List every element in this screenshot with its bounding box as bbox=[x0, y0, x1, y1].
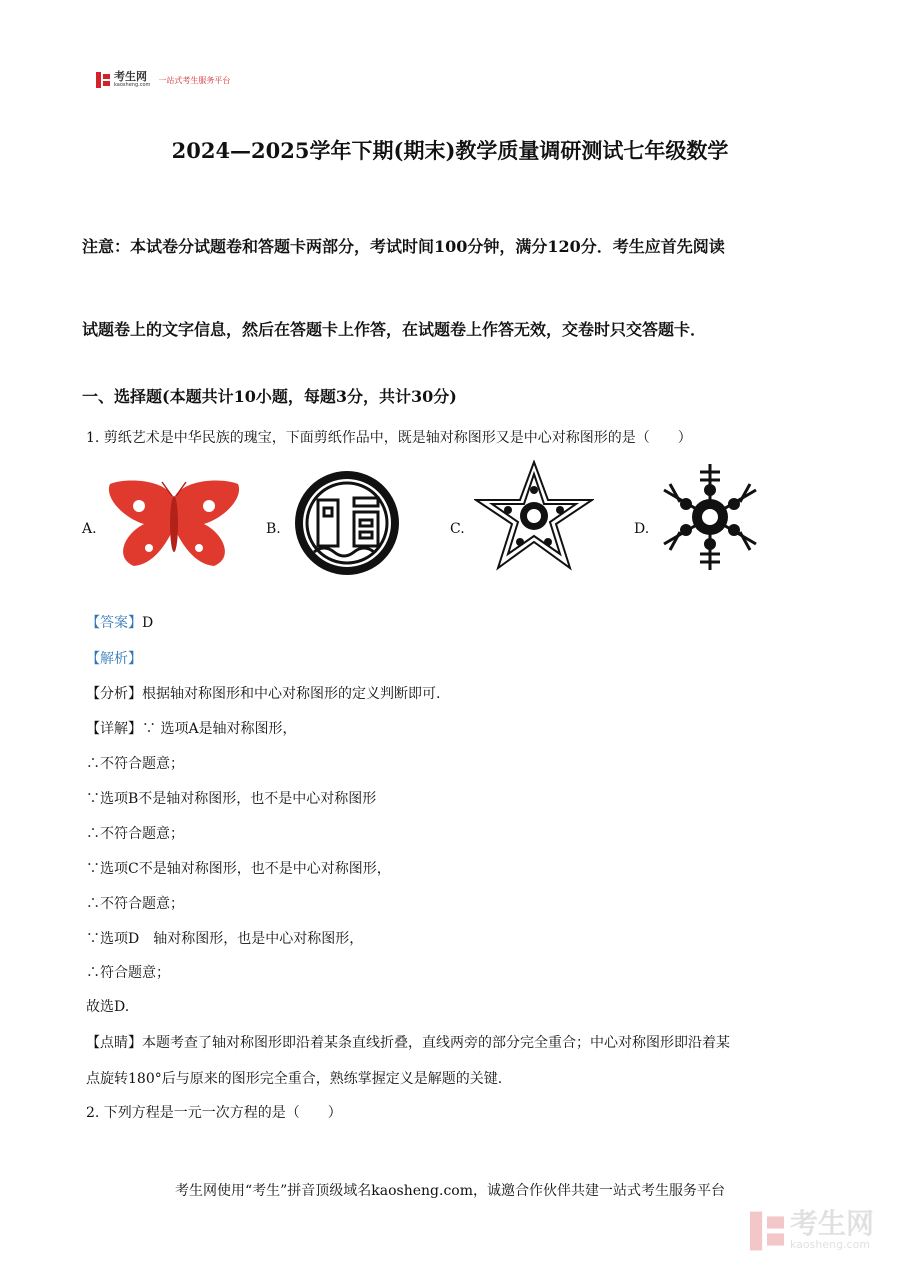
answer-value: D bbox=[142, 615, 154, 631]
solution-line: ∴不符合题意； bbox=[86, 826, 184, 842]
option-b-label: B. bbox=[266, 521, 281, 537]
option-d-label: D. bbox=[634, 521, 650, 537]
watermark-brand: 考生网 bbox=[789, 1207, 874, 1240]
logo-domain: kaosheng.com bbox=[114, 82, 151, 88]
solution-line: 点旋转180°后与原来的图形完全重合，熟练掌握定义是解题的关键. bbox=[86, 1071, 503, 1087]
watermark-text-block bbox=[789, 1207, 874, 1251]
solution-line: 【分析】根据轴对称图形和中心对称图形的定义判断即可. bbox=[86, 686, 441, 702]
answer-tag: 【答案】 bbox=[86, 615, 142, 631]
snowflake-papercut-icon bbox=[660, 462, 760, 572]
solution-line: 【详解】∵ 选项A是轴对称图形， bbox=[86, 721, 297, 737]
butterfly-papercut-icon bbox=[104, 478, 244, 570]
question-1-stem: 1. 剪纸艺术是中华民族的瑰宝，下面剪纸作品中，既是轴对称图形又是中心对称图形的是（ ） bbox=[86, 430, 692, 446]
question-2-stem: 2. 下列方程是一元一次方程的是（ ） bbox=[86, 1105, 342, 1121]
watermark-logo-icon bbox=[750, 1211, 784, 1251]
solution-line: 故选D. bbox=[86, 999, 130, 1015]
option-c-label: C. bbox=[450, 521, 465, 537]
notice-line-2: 试题卷上的文字信息，然后在答题卡上作答，在试题卷上作答无效，交卷时只交答题卡． bbox=[82, 320, 707, 339]
solution-line: ∴不符合题意； bbox=[86, 896, 184, 912]
answer-line bbox=[86, 612, 153, 632]
solution-line: ∵选项C不是轴对称图形，也不是中心对称图形， bbox=[86, 861, 391, 877]
site-logo bbox=[96, 72, 230, 88]
option-a-label: A. bbox=[82, 521, 97, 537]
fu-character-papercut-icon bbox=[288, 470, 406, 576]
solution-line: 【点睛】本题考查了轴对称图形即沿着某条直线折叠，直线两旁的部分完全重合；中心对称图形即沿着某 bbox=[86, 1035, 730, 1051]
watermark-domain: kaosheng.com bbox=[789, 1238, 871, 1251]
analysis-tag: 【解析】 bbox=[86, 651, 142, 667]
page-footer: 考生网使用“考生”拼音顶级域名kaosheng.com，诚邀合作伙伴共建一站式考生服务平台 bbox=[174, 1183, 726, 1199]
watermark bbox=[750, 1207, 874, 1251]
logo-text-block bbox=[114, 72, 150, 88]
logo-slogan: 一站式考生服务平台 bbox=[158, 75, 231, 85]
solution-line: ∵选项D 轴对称图形，也是中心对称图形， bbox=[86, 931, 364, 947]
solution-line: ∴符合题意； bbox=[86, 965, 170, 981]
notice-line-1: 注意：本试卷分试题卷和答题卡两部分，考试时间100分钟，满分120分．考生应首先阅读 bbox=[82, 237, 725, 256]
solution-line: ∴不符合题意； bbox=[86, 756, 184, 772]
solution-line: ∵选项B不是轴对称图形，也不是中心对称图形 bbox=[86, 791, 377, 807]
kaosheng-logo-icon bbox=[96, 72, 110, 88]
page-title: 2024—2025学年下期(期末)教学质量调研测试七年级数学 bbox=[171, 138, 729, 163]
logo-brand: 考生网 bbox=[114, 70, 147, 83]
star-papercut-icon bbox=[474, 460, 594, 572]
section-heading: 一、选择题(本题共计10小题，每题3分，共计30分) bbox=[82, 387, 457, 406]
